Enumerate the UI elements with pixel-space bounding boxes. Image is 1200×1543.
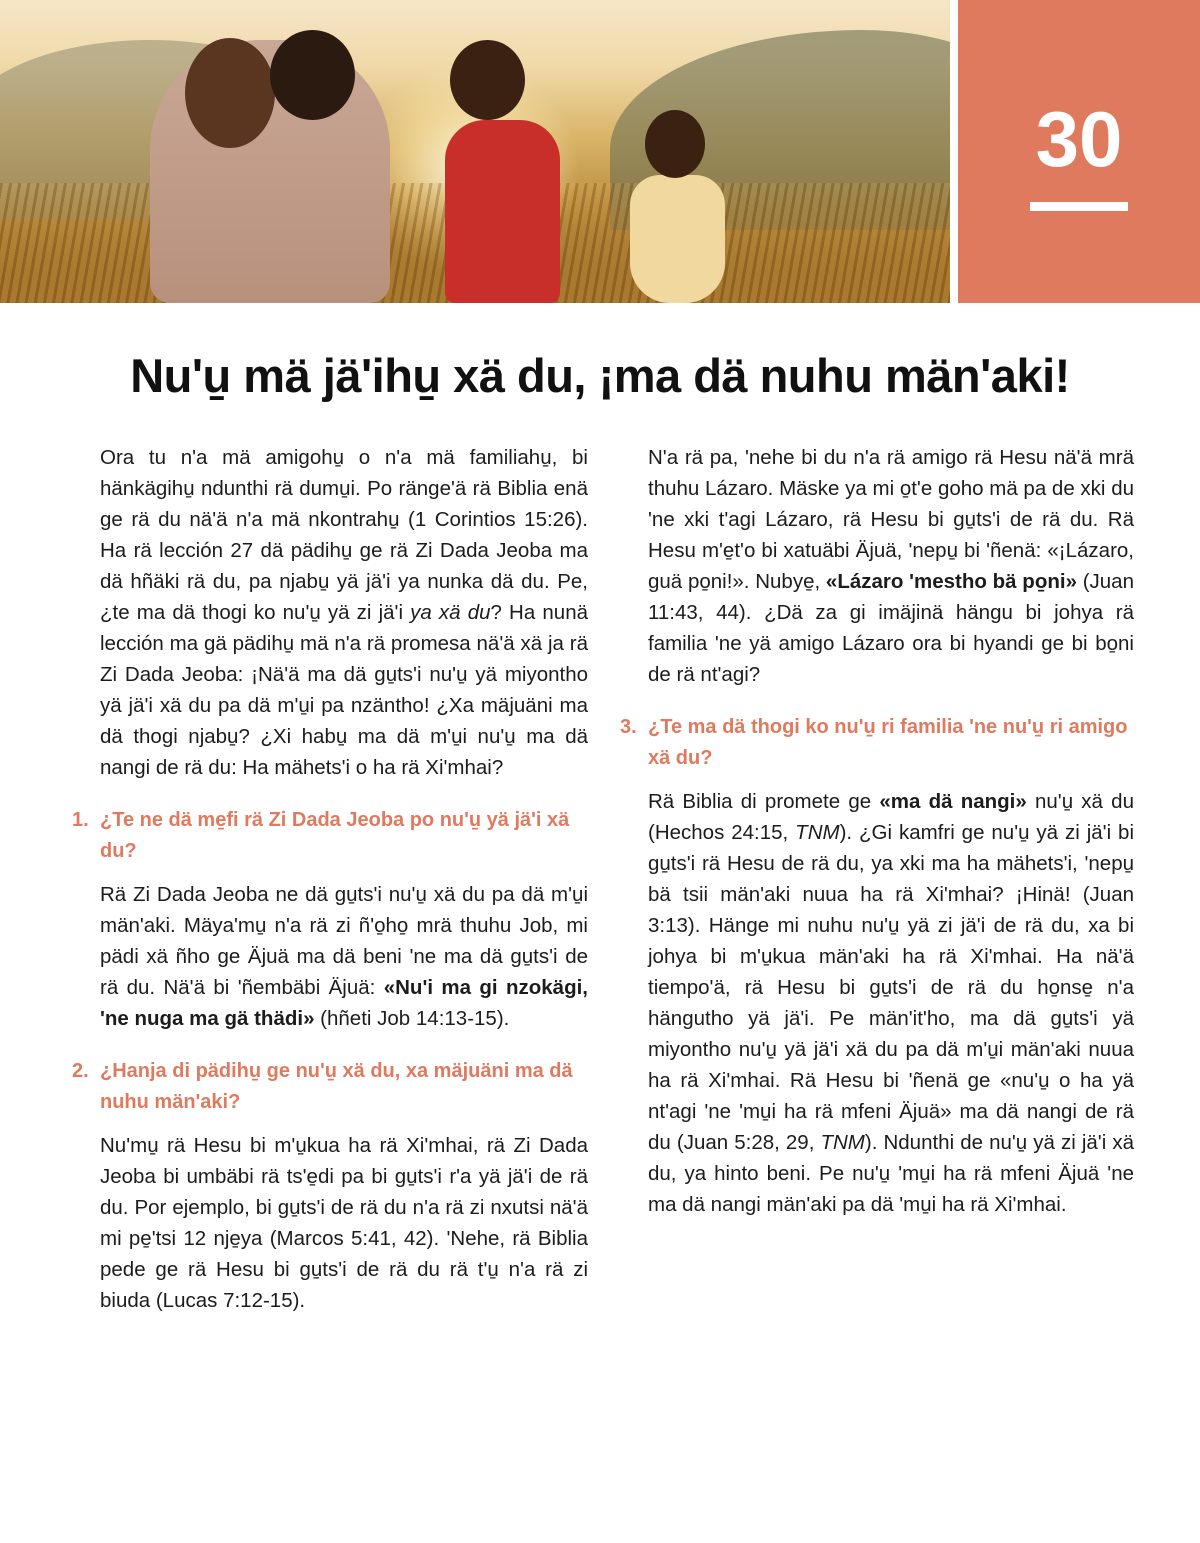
- question-number: 2.: [72, 1060, 89, 1082]
- text-run: nu'u̱ xä du (Hechos 24:15,: [648, 790, 1134, 844]
- lesson-badge: [958, 0, 1200, 303]
- girl-head: [645, 110, 705, 178]
- text-run: ? Ha nunä lección ma gä pädihu̱ mä n'a rä promesa nä'ä xä ja rä Zi Dada Jeoba: ¡Nä'ä ma dä gu̱ts'i nu'u̱ yä miyontho yä jä'i xä du pa dä m'u̱i pa nzäntho! ¿Xa mäjuäni ma dä thogi njabu̱? ¿Xi habu̱ ma dä m'u̱i nu'u̱ ma dä nangi de rä du: Ha mähets'i o ha rä Xi'mhai?: [100, 601, 588, 779]
- text-run: Rä Zi Dada Jeoba ne dä gu̱ts'i nu'u̱ xä du pa dä m'u̱i män'aki. Mäya'mu̱ n'a rä zi ñ'o̱ho̱ mrä thuhu Job, mi pädi xä ñho ge Äjuä ma dä beni 'ne ma dä gu̱ts'i de rä du. Nä'ä bi 'ñembäbi Äjuä:: [100, 883, 588, 999]
- lesson-underline: [1030, 202, 1128, 211]
- question-number: 3.: [620, 716, 637, 738]
- question-2: [72, 1056, 588, 1118]
- text-run: TNM: [820, 1131, 865, 1154]
- girl-figure: [630, 175, 725, 303]
- intro-paragraph: [100, 442, 588, 783]
- text-run: Rä Biblia di promete ge: [648, 790, 880, 813]
- hero-photo: [0, 0, 950, 303]
- text-run: ya xä du: [410, 601, 491, 624]
- text-run: «Nu'i ma gi nzokägi, 'ne nuga ma gä thädi»: [100, 976, 588, 1030]
- lesson-number: 30: [1035, 95, 1123, 183]
- text-run: (Juan 11:43, 44). ¿Dä za gi imäjinä hängu bi johya rä familia 'ne yä amigo Lázaro ora bi hyandi ge bi bo̱ni de rä nt'agi?: [648, 570, 1134, 686]
- text-run: ). Ndunthi de nu'u̱ yä zi jä'i xä du, ya hinto beni. Pe nu'u̱ 'mu̱i ha rä mfeni Äjuä 'ne ma dä nangi män'aki pa dä 'mu̱i ha rä Xi'mhai.: [648, 1131, 1134, 1216]
- question-text: ¿Te ma dä thogi ko nu'u̱ ri familia 'ne nu'u̱ ri amigo xä du?: [648, 716, 1128, 769]
- boy-head: [270, 30, 355, 120]
- text-run: Ora tu n'a mä amigohu̱ o n'a mä familiahu̱, bi hänkägihu̱ ndunthi rä dumu̱i. Po ränge'ä rä Biblia enä ge rä du nä'ä n'a mä nkontrahu̱ (1 Corintios 15:26). Ha rä lección 27 dä pädihu̱ ge rä Zi Dada Jeoba ma dä hñäki rä du, pa njabu̱ yä jä'i ya nunka dä du. Pe, ¿te ma dä thogi ko nu'u̱ yä zi jä'i: [100, 446, 588, 624]
- question-text: ¿Hanja di pädihu̱ ge nu'u̱ xä du, xa mäjuäni ma dä nuhu män'aki?: [100, 1060, 573, 1113]
- text-run: ). ¿Gi kamfri ge nu'u̱ yä zi jä'i bi gu̱ts'i rä Hesu de rä du, ya xki ma ha mähets'i, 'nepu̱ bä tsii män'aki nuua ha rä Xi'mhai? ¡Hinä! (Juan 3:13). Hänge mi nuhu nu'u̱ yä zi jä'i de rä du, xa bi johya bi m'u̱kua män'aki ha rä Xi'mhai. Ha nä'ä tiempo'ä, rä Hesu bi gu̱ts'i de rä du ho̱nse̱ n'a hängutho yä jä'i. Pe män'it'ho, ma dä gu̱ts'i yä miyontho nu'u̱ yä jä'i xä du pa dä m'u̱i män'aki nuua ha rä Xi'mhai. Rä Hesu bi 'ñenä ge «nu'u̱ o ha yä nt'agi 'ne 'mu̱i ha rä mfeni Äjuä» ma dä nangi de rä du (Juan 5:28, 29,: [648, 821, 1134, 1154]
- page-title: Nu'u̱ mä jä'ihu̱ xä du, ¡ma dä nuhu män'aki!: [130, 349, 1070, 402]
- question-3: [620, 712, 1134, 774]
- question-1: [72, 805, 588, 867]
- text-run: (hñeti Job 14:13-15).: [314, 1007, 510, 1030]
- text-run: TNM: [795, 821, 840, 844]
- answer-3-paragraph: [648, 786, 1134, 1220]
- text-run: N'a rä pa, 'nehe bi du n'a rä amigo rä Hesu nä'ä mrä thuhu Lázaro. Mäske ya mi o̱t'e goho mä pa de xki du 'ne xki t'agi Lázaro, rä Hesu bi gu̱ts'i de rä du. Rä Hesu m'e̱t'o bi xatuäbi Äjuä, 'nepu̱ bi 'ñenä: «¡Lázaro, guä po̱ni!». Nubye̱,: [648, 446, 1134, 593]
- question-text: ¿Te ne dä me̱fi rä Zi Dada Jeoba po nu'u̱ yä jä'i xä du?: [100, 809, 570, 862]
- answer-2-paragraph: [100, 1130, 588, 1316]
- woman-figure: [445, 120, 560, 303]
- woman-head: [450, 40, 525, 120]
- man-head: [185, 38, 275, 148]
- text-run: «Lázaro 'mestho bä po̱ni»: [825, 570, 1077, 593]
- question-number: 1.: [72, 809, 89, 831]
- text-run: Nu'mu̱ rä Hesu bi m'u̱kua ha rä Xi'mhai, rä Zi Dada Jeoba bi umbäbi rä ts'e̱di pa bi gu̱ts'i r'a yä jä'i de rä du. Por ejemplo, bi gu̱ts'i de rä du n'a rä zi nxutsi nä'ä mi pe̱'tsi 12 nje̱ya (Marcos 5:41, 42). 'Nehe, rä Biblia pede ge rä Hesu bi gu̱ts'i de rä du rä t'u̱ n'a rä zi biuda (Lucas 7:12-15).: [100, 1134, 588, 1312]
- text-run: «ma dä nangi»: [879, 790, 1027, 813]
- left-column: [72, 442, 588, 1330]
- lazarus-paragraph: [648, 442, 1134, 690]
- right-column: [620, 442, 1134, 1234]
- answer-1-paragraph: [100, 879, 588, 1034]
